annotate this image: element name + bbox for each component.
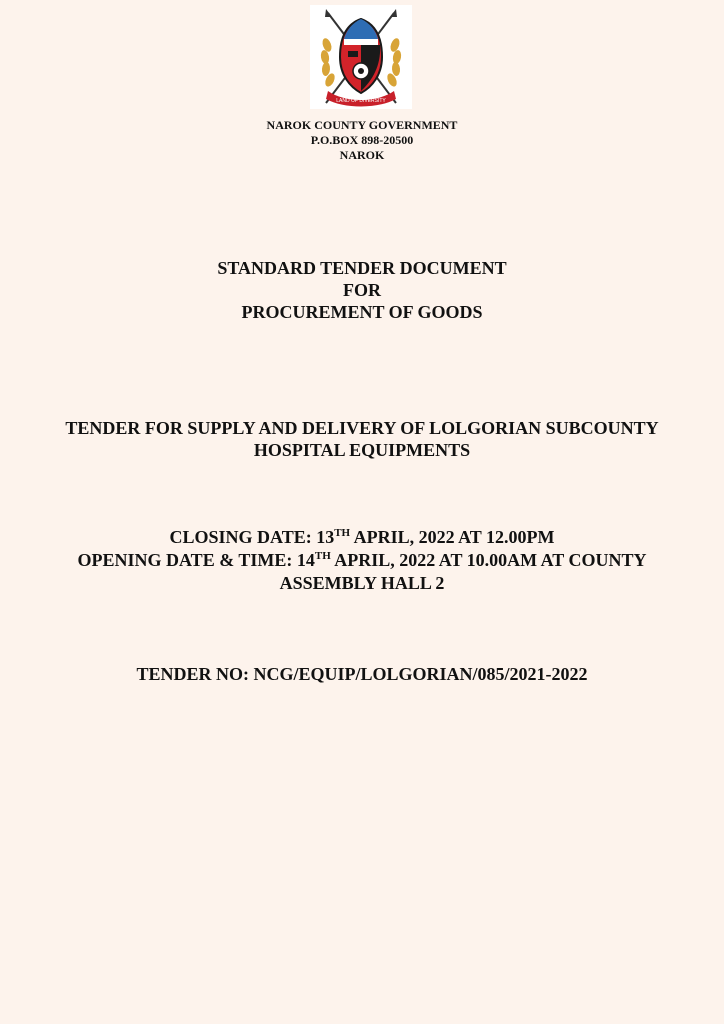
tender-number: TENDER NO: NCG/EQUIP/LOLGORIAN/085/2021-2022 [136,664,588,684]
closing-date-prefix: CLOSING DATE: 13 [169,527,335,547]
title-line-2: FOR [343,280,381,300]
tender-line-1: TENDER FOR SUPPLY AND DELIVERY OF LOLGORIAN SUBCOUNTY [65,418,659,438]
closing-date-sup: TH [334,527,351,539]
county-logo [310,5,412,109]
opening-date-sup: TH [314,550,331,562]
tender-dates [0,526,724,595]
opening-date-prefix: OPENING DATE & TIME: 14 [77,550,315,570]
opening-date-suffix: APRIL, 2022 AT 10.00AM AT COUNTY [330,550,647,570]
tender-description [0,417,724,461]
logo-motto: LAND OF DIVERSITY [336,98,386,104]
title-line-3: PROCUREMENT OF GOODS [241,302,483,322]
closing-date [0,526,724,549]
po-box: P.O.BOX 898-20500 [310,133,414,147]
closing-date-suffix: APRIL, 2022 AT 12.00PM [350,527,555,547]
opening-date [0,549,724,572]
title-line-1: STANDARD TENDER DOCUMENT [217,258,507,278]
opening-venue: ASSEMBLY HALL 2 [279,573,445,593]
coat-of-arms-icon [310,5,412,109]
organization-header [0,118,724,163]
tender-line-2: HOSPITAL EQUIPMENTS [253,440,471,460]
document-title [0,257,724,323]
town: NAROK [339,148,385,162]
org-name: NAROK COUNTY GOVERNMENT [266,118,458,132]
